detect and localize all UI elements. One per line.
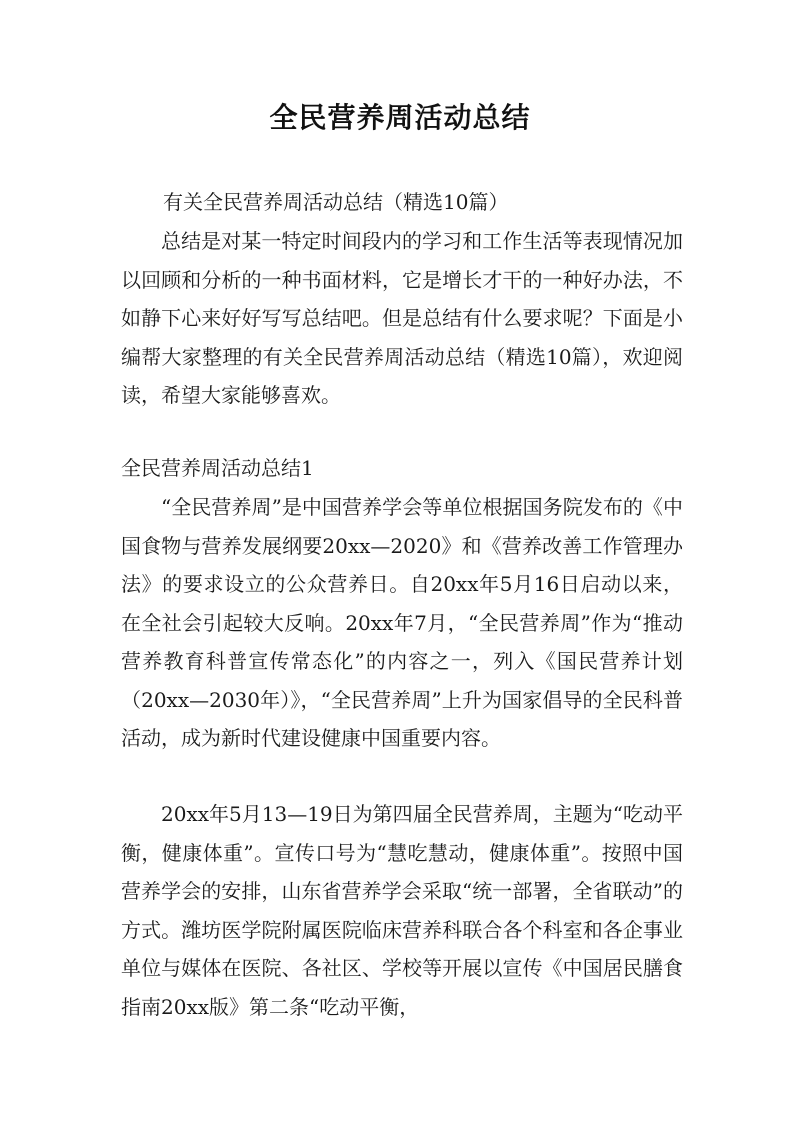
body-paragraph-2 [121,795,683,1026]
section-heading: 全民营养周活动总结1 [121,456,314,480]
paragraph-text: 20xx年5月13—19日为第四届全民营养周，主题为“吃动平衡，健康体重”。宣传口号为“慧吃慧动，健康体重”。按照中国营养学会的安排，山东省营养学会采取“统一部署，全省联动”的方式。潍坊医学院附属医院临床营养科联合各个科室和各企事业单位与媒体在医院、各社区、学校等开展以宣传《中国居民膳食指南20xx版》第二条“吃动平衡， [121,802,683,1019]
document-subtitle: 有关全民营养周活动总结（精选10篇） [163,190,509,214]
paragraph-text: “全民营养周”是中国营养学会等单位根据国务院发布的《中国食物与营养发展纲要20xx—2020》和《营养改善工作管理办法》的要求设立的公众营养日。自20xx年5月16日启动以来，在全社会引起较大反响。20xx年7月，“全民营养周”作为“推动营养教育科普宣传常态化”的内容之一，列入《国民营养计划（20xx—2030年）》，“全民营养周”上升为国家倡导的全民科普活动，成为新时代建设健康中国重要内容。 [121,495,683,750]
intro-paragraph [121,222,683,415]
body-paragraph-1 [121,488,683,758]
document-title: 全民营养周活动总结 [269,101,531,134]
intro-text: 总结是对某一特定时间段内的学习和工作生活等表现情况加以回顾和分析的一种书面材料，它是增长才干的一种好办法，不如静下心来好好写写总结吧。但是总结有什么要求呢？下面是小编帮大家整理的有关全民营养周活动总结（精选10篇），欢迎阅读，希望大家能够喜欢。 [121,229,683,407]
